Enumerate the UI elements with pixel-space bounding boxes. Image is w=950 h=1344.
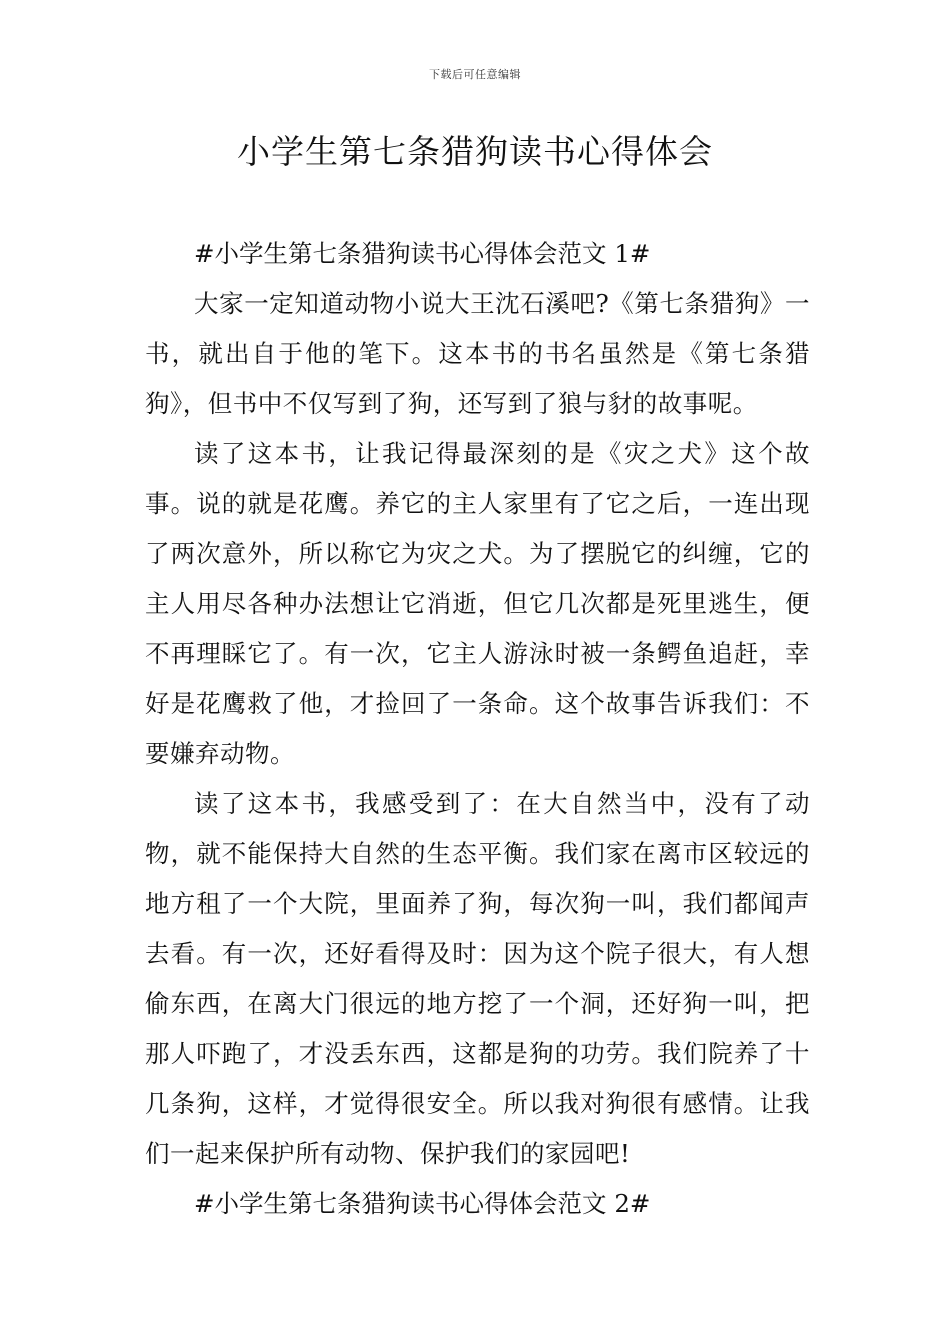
paragraph-3: 读了这本书，我感受到了：在大自然当中，没有了动物，就不能保持大自然的生态平衡。我们家在离市区较远的地方租了一个大院，里面养了狗，每次狗一叫，我们都闻声去看。有一次，还好看得及时：因为这个院子很大，有人想偷东西，在离大门很远的地方挖了一个洞，还好狗一叫，把那人吓跑了，才没丢东西，这都是狗的功劳。我们院养了十几条狗，这样，才觉得很安全。所以我对狗很有感情。让我们一起来保护所有动物、保护我们的家园吧! [145,789,810,1168]
header-note: 下载后可任意编辑 [429,68,521,81]
paragraph-1: 大家一定知道动物小说大王沈石溪吧?《第七条猎狗》一书，就出自于他的笔下。这本书的书名虽然是《第七条猎狗》，但书中不仅写到了狗，还写到了狼与豺的故事呢。 [145,289,810,418]
document-body [145,229,810,1229]
section-heading-2: #小学生第七条猎狗读书心得体会范文 2# [194,1189,651,1218]
paragraph-2: 读了这本书，让我记得最深刻的是《灾之犬》这个故事。说的就是花鹰。养它的主人家里有了它之后，一连出现了两次意外，所以称它为灾之犬。为了摆脱它的纠缠，它的主人用尽各种办法想让它消逝，但它几次都是死里逃生，便不再理睬它了。有一次，它主人游泳时被一条鳄鱼追赶，幸好是花鹰救了他，才捡回了一条命。这个故事告诉我们：不要嫌弃动物。 [145,439,810,768]
document-title: 小学生第七条猎狗读书心得体会 [237,132,713,171]
section-heading-1: #小学生第七条猎狗读书心得体会范文 1# [194,239,651,268]
